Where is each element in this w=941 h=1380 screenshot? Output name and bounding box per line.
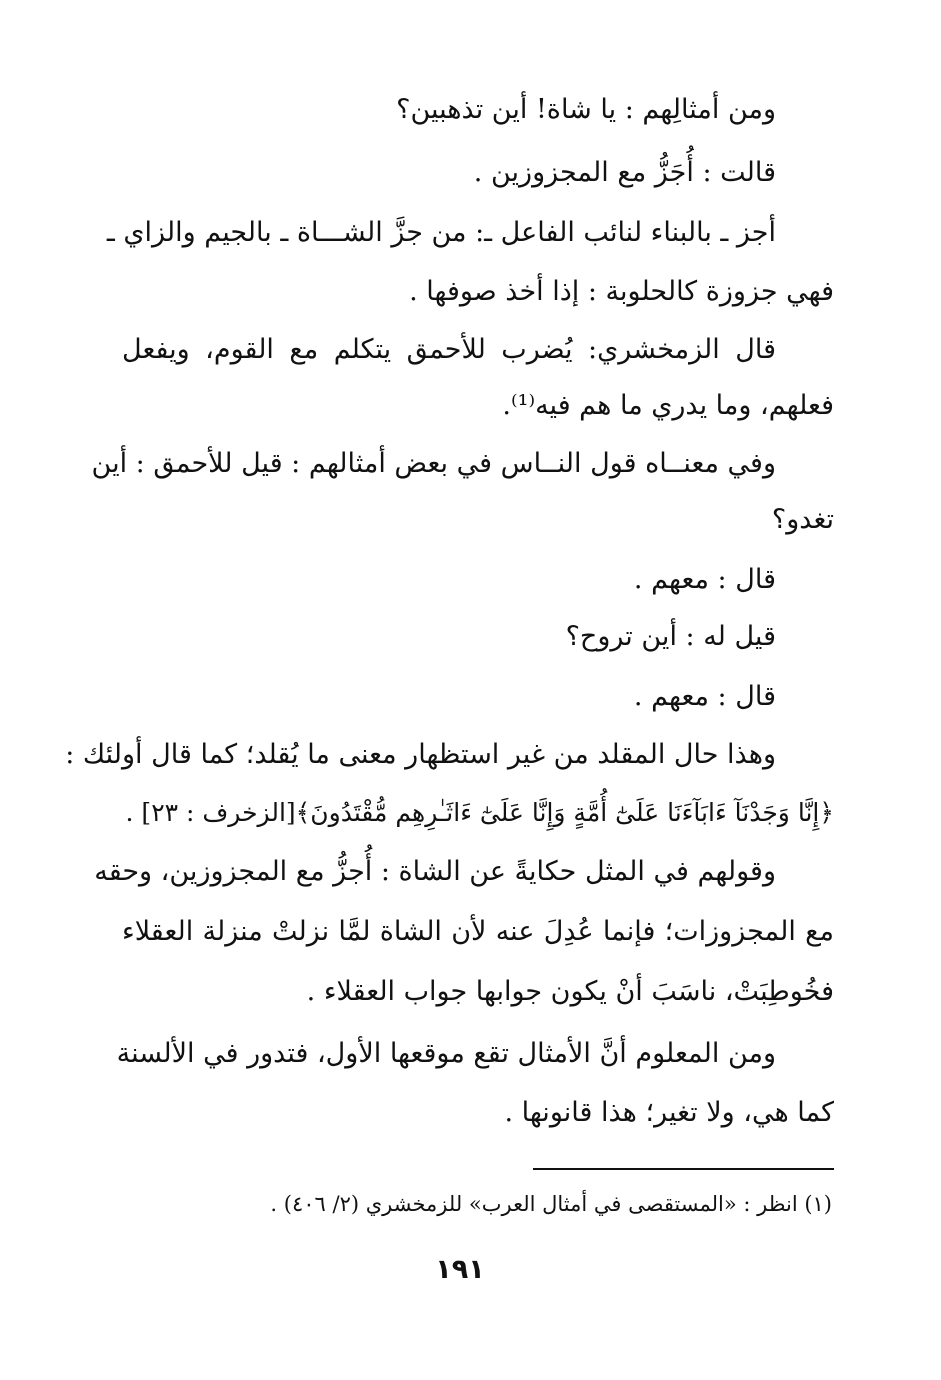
footnote-separator (533, 1168, 834, 1170)
text-line-10: قيل له : أين تروح؟ (565, 621, 776, 652)
quran-verse-line: ﴿إِنَّا وَجَدْنَآ ءَابَآءَنَا عَلَىٰٓ أُمَّةٍ وَإِنَّا عَلَىٰٓ ءَاثَـٰرِهِم مُّقْتَدُونَ﴾[الزخرف : ٢٣] . (125, 798, 834, 827)
text-line-1: ومن أمثالِهم : يا شاة! أين تذهبين؟ (396, 94, 776, 125)
page-number: ١٩١ (435, 1254, 485, 1285)
text-line-16: فخُوطِبَتْ، ناسَبَ أنْ يكون جوابها جواب العقلاء . (306, 976, 834, 1007)
text-line-4: فهي جزوزة كالحلوبة : إذا أخذ صوفها . (409, 276, 834, 307)
text-line-6: فعلهم، وما يدري ما هم فيه⁽¹⁾. (502, 390, 834, 421)
text-line-14: وقولهم في المثل حكايةً عن الشاة : أُجزُّ مع المجزوزين، وحقه (94, 856, 776, 887)
text-line-3: أجز ـ بالبناء لنائب الفاعل ـ: من جزَّ الشـــاة ـ بالجيم والزاي ـ (106, 217, 776, 248)
text-line-15: مع المجزوزات؛ فإنما عُدِلَ عنه لأن الشاة لمَّا نزلتْ منزلة العقلاء (122, 916, 834, 947)
footnote-text: (١) انظر : «المستقصى في أمثال العرب» للزمخشري (٢/ ٤٠٦) . (270, 1192, 832, 1216)
text-line-5: قال الزمخشري: يُضرب للأحمق يتكلم مع القوم، ويفعل (122, 334, 776, 365)
text-line-18: كما هي، ولا تغير؛ هذا قانونها . (504, 1097, 834, 1128)
text-line-2: قالت : أُجَزُّ مع المجزوزين . (473, 157, 776, 188)
text-line-8: تغدو؟ (771, 504, 834, 535)
text-line-9: قال : معهم . (633, 564, 776, 595)
text-line-7: وفي معنــاه قول النــاس في بعض أمثالهم : قيل للأحمق : أين (91, 448, 776, 479)
text-line-17: ومن المعلوم أنَّ الأمثال تقع موقعها الأول، فتدور في الألسنة (116, 1038, 776, 1069)
text-line-11: قال : معهم . (633, 681, 776, 712)
text-line-12: وهذا حال المقلد من غير استظهار معنى ما يُقلد؛ كما قال أولئك : (65, 739, 776, 770)
